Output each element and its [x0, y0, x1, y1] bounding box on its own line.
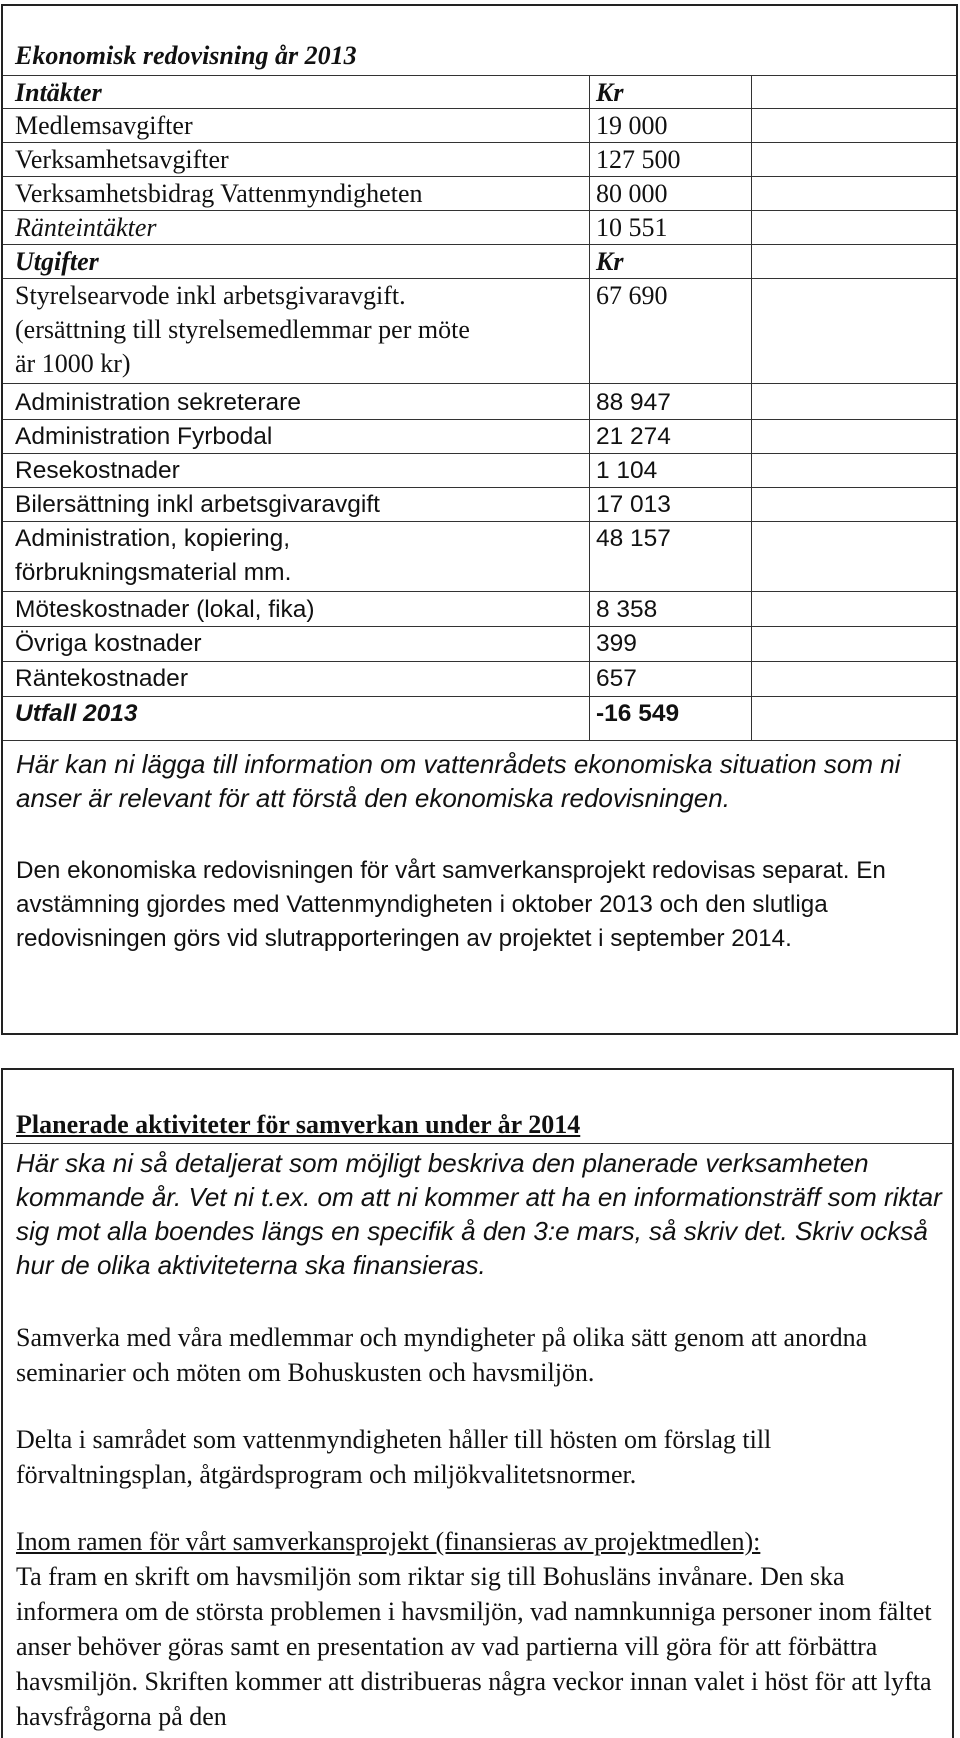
expense-amount: 67 690	[596, 281, 668, 310]
expense-label: Administration Fyrbodal	[15, 423, 273, 450]
financial-report-box	[1, 4, 958, 1035]
expense-amount: 48 157	[596, 525, 671, 552]
column-divider-1	[589, 75, 590, 740]
income-header: Intäkter	[15, 78, 102, 107]
row-rule	[3, 383, 956, 384]
expense-amount: 8 358	[596, 596, 658, 623]
expense-header: Utgifter	[15, 247, 99, 276]
income-label: Verksamhetsavgifter	[15, 145, 229, 174]
income-amount: 80 000	[596, 179, 668, 208]
table-top-rule	[3, 75, 956, 76]
expense-amount: 399	[596, 630, 637, 657]
expense-label: är 1000 kr)	[15, 349, 131, 378]
plans-paragraph-3-heading: Inom ramen för vårt samverkansprojekt (finansieras av projektmedlen):	[16, 1527, 761, 1556]
expense-label: Resekostnader	[15, 457, 180, 484]
plans-paragraph-3-body: Ta fram en skrift om havsmiljön som riktar sig till Bohusläns invånare. Den ska informera om de största problemen i havsmiljön, vad namnkunniga personer inom fältet anser behöver göras samt en presentation av vad partierna vill göra för att förbättra havsmiljön. Skriften kommer att distribueras några veckor innan valet i höst för att lyfta havsfrågorna på den	[16, 1562, 932, 1731]
expense-amount: 21 274	[596, 423, 671, 450]
income-amount: 19 000	[596, 111, 668, 140]
income-label: Verksamhetsbidrag Vattenmyndigheten	[15, 179, 423, 208]
income-amount: 127 500	[596, 145, 681, 174]
planned-activities-box	[1, 1068, 954, 1738]
plans-paragraph-1: Samverka med våra medlemmar och myndigheter på olika sätt genom att anordna seminarier och möten om Bohuskusten och havsmiljön.	[16, 1323, 868, 1387]
expense-amount: 17 013	[596, 491, 671, 518]
income-amount: 10 551	[596, 213, 668, 242]
row-rule	[3, 740, 956, 741]
expense-label: Bilersättning inkl arbetsgivaravgift	[15, 491, 380, 518]
result-amount: -16 549	[596, 700, 680, 727]
expense-unit: Kr	[596, 247, 624, 276]
income-label: Medlemsavgifter	[15, 111, 193, 140]
expense-label: Övriga kostnader	[15, 630, 202, 657]
plans-paragraph-2: Delta i samrådet som vattenmyndigheten håller till hösten om förslag till förvaltningsplan, åtgärdsprogram och miljökvalitetsnormer.	[16, 1425, 772, 1489]
column-divider-2	[751, 75, 752, 740]
expense-label: Möteskostnader (lokal, fika)	[15, 596, 315, 623]
row-rule	[3, 591, 956, 592]
plans-title-rule	[3, 1143, 952, 1144]
report-title: Ekonomisk redovisning år 2013	[15, 41, 357, 70]
expense-label: Administration sekreterare	[15, 389, 301, 416]
result-label: Utfall 2013	[15, 700, 138, 727]
report-note: Den ekonomiska redovisningen för vårt samverkansprojekt redovisas separat. En avstämning gjordes med Vattenmyndigheten i oktober 2013 och den slutliga redovisningen görs vid slutrapporteringen av projektet i september 2014.	[16, 857, 886, 952]
expense-label: förbrukningsmaterial mm.	[15, 559, 292, 586]
expense-label: Administration, kopiering,	[15, 525, 291, 552]
expense-amount: 88 947	[596, 389, 671, 416]
expense-amount: 657	[596, 665, 637, 692]
expense-label: Styrelsearvode inkl arbetsgivaravgift.	[15, 281, 406, 310]
income-unit: Kr	[596, 78, 624, 107]
row-rule	[3, 696, 956, 697]
row-rule	[3, 244, 956, 245]
report-instruction: Här kan ni lägga till information om vattenrådets ekonomiska situation som ni anser är relevant för att förstå den ekonomiska redovisningen.	[16, 749, 901, 813]
expense-label: Räntekostnader	[15, 665, 188, 692]
expense-amount: 1 104	[596, 457, 658, 484]
expense-label: (ersättning till styrelsemedlemmar per möte	[15, 315, 470, 344]
plans-title: Planerade aktiviteter för samverkan under år 2014	[16, 1110, 581, 1139]
income-label: Ränteintäkter	[15, 213, 157, 242]
plans-instruction: Här ska ni så detaljerat som möjligt beskriva den planerade verksamheten kommande år. Vet ni t.ex. om att ni kommer att ha en informationsträff som riktar sig mot alla boendes längs en specifik å den 3:e mars, så skriv det. Skriv också hur de olika aktiviteterna ska finansieras.	[16, 1148, 942, 1280]
